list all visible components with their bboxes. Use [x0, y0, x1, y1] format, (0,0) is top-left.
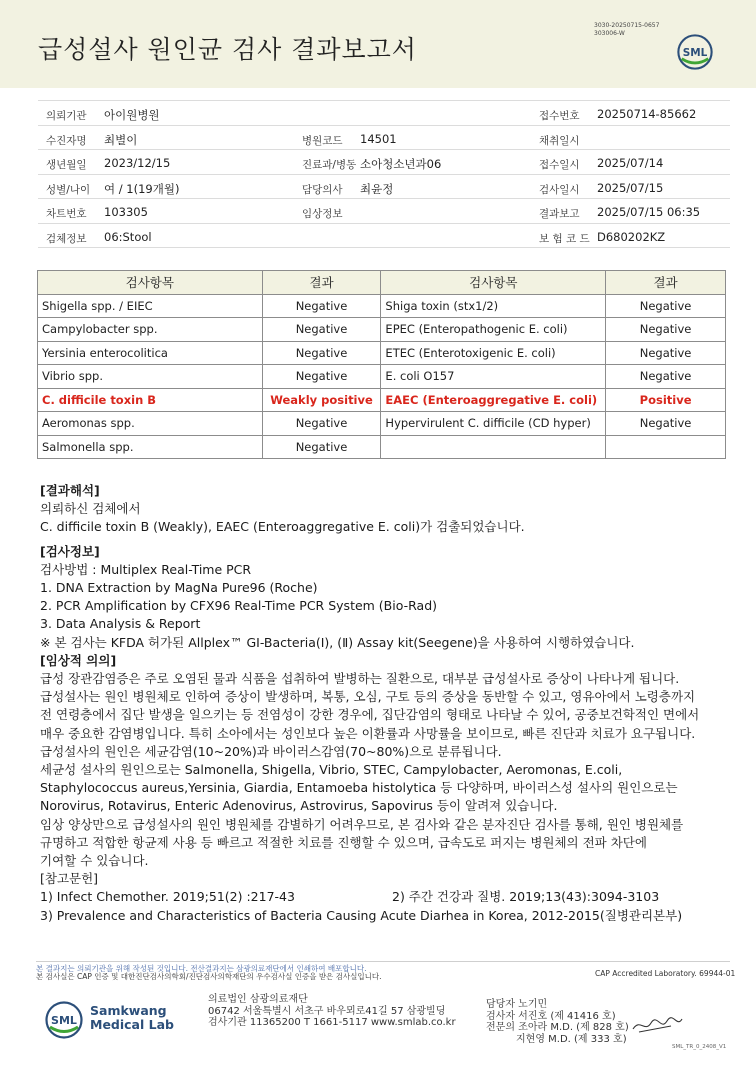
table-row	[38, 294, 726, 318]
column-header: 결과	[262, 271, 381, 295]
test-result: Negative	[606, 318, 726, 342]
specimen: 06:Stool	[104, 229, 152, 244]
sex-age: 여 / 1(19개월)	[104, 181, 180, 196]
collection-date-label: 채취일시	[539, 134, 580, 147]
requesting-institution-label: 의뢰기관	[46, 110, 87, 122]
table-row	[38, 365, 726, 389]
clinical-line: Norovirus, Rotavirus, Enteric Adenovirus, Astrovirus, Sapovirus 등이 알려져 있습니다.	[40, 798, 558, 814]
sml-logo-text: SML	[682, 46, 708, 59]
footer-certification-note: 본 검사실은 CAP 인증 및 대한진단검사의학회/진단검사의학재단의 우수검사실 인증을 받은 검사실입니다.	[36, 972, 382, 981]
test-result: Negative	[606, 412, 726, 436]
staff-line: 담당자 노기민	[486, 999, 548, 1010]
clinical-line: 임상 양상만으로 급성설사의 원인 병원체를 감별하기 어려우므로, 본 검사와 같은 분자진단 검사를 통해, 원인 병원체를	[40, 816, 684, 832]
receipt-no-label: 접수번호	[539, 110, 580, 122]
clinical-line: 급성설사는 원인 병원체로 인하여 증상이 발생하며, 복통, 오심, 구토 등의 증상을 동반할 수 있고, 영유아에서 노령층까지	[40, 689, 696, 705]
test-item: EPEC (Enteropathogenic E. coli)	[381, 318, 606, 342]
interpretation-line: C. difficile toxin B (Weakly), EAEC (Enteroaggregative E. coli)가 검출되었습니다.	[40, 519, 525, 535]
test-result: Negative	[606, 294, 726, 318]
test-method: 검사방법 : Multiplex Real-Time PCR	[40, 561, 252, 577]
reference: 2) 주간 건강과 질병. 2019;13(43):3094-3103	[392, 889, 660, 905]
address-line: 의료법인 삼광의료재단	[208, 994, 308, 1005]
clinical-line: 기여할 수 있습니다.	[40, 853, 149, 869]
footer-staff	[486, 999, 629, 1045]
results-header-row	[38, 271, 726, 295]
staff-line: 검사자 서진호 (제 41416 호)	[486, 1010, 616, 1022]
test-result	[606, 435, 726, 459]
brand-line: Medical Lab	[90, 1017, 174, 1032]
test-note: ※ 본 검사는 KFDA 허가된 Allplex™ GI-Bacteria(Ⅰ), (Ⅱ) Assay kit(Seegene)을 사용하여 시행하였습니다.	[40, 634, 635, 650]
dept-label: 진료과/병동	[302, 159, 357, 171]
test-date-label: 검사일시	[539, 183, 580, 196]
test-result: Weakly positive	[262, 388, 381, 412]
clinical-line: 급성설사의 원인은 세균감염(10~20%)과 바이러스감염(70~80%)으로 분류됩니다.	[40, 743, 502, 759]
document-number: SML_TR_0_2408_V1	[672, 1044, 727, 1050]
test-step: 2. PCR Amplification by CFX96 Real-Time PCR System (Bio-Rad)	[40, 598, 438, 614]
test-result: Negative	[262, 365, 381, 389]
sml-logo-icon	[676, 33, 714, 71]
interpretation-heading: [결과해석]	[40, 483, 100, 498]
reference: 3) Prevalence and Characteristics of Bacteria Causing Acute Diarhea in Korea, 2012-2015(질병관리본부)	[40, 907, 683, 923]
clinical-info-label: 임상정보	[302, 208, 343, 220]
patient-name-label: 수진자명	[46, 134, 87, 147]
doctor: 최윤정	[360, 181, 394, 196]
test-item: Shiga toxin (stx1/2)	[381, 294, 606, 318]
test-result: Negative	[262, 412, 381, 436]
hospital-code: 14501	[360, 131, 397, 146]
patient-name: 최별이	[104, 132, 138, 147]
test-item: Hypervirulent C. difficile (CD hyper)	[381, 412, 606, 436]
column-header: 검사항목	[381, 271, 606, 295]
birth-date: 2023/12/15	[104, 156, 171, 170]
footer-brand	[90, 1004, 174, 1032]
staff-line: 전문의 조아라 M.D. (제 828 호)	[486, 1022, 629, 1033]
insurance-code-label: 보 험 코 드	[539, 232, 590, 245]
reference-row	[40, 888, 730, 906]
receipt-date-label: 접수일시	[539, 159, 580, 171]
test-info-heading: [검사정보]	[40, 543, 100, 559]
test-result: Negative	[606, 341, 726, 365]
reference: 1) Infect Chemother. 2019;51(2) :217-43	[40, 889, 295, 905]
footer-note: 본 결과지는 의뢰기관을 위해 작성된 것입니다. 전산결과지는 삼광의료재단에서 인쇄하여 배포합니다.	[36, 964, 367, 973]
specimen-label: 검체정보	[46, 232, 87, 245]
clinical-line: 규명하고 적합한 항균제 사용 등 빠르고 적절한 치료를 진행할 수 있으며, 급속도로 퍼지는 병원체의 전파 차단에	[40, 834, 647, 850]
column-header: 검사항목	[38, 271, 263, 295]
table-row	[38, 435, 726, 459]
test-step: 1. DNA Extraction by MagNa Pure96 (Roche)	[40, 580, 318, 596]
clinical-line: 세균성 설사의 원인으로는 Salmonella, Shigella, Vibrio, STEC, Campylobacter, Aeromonas, E.coli,	[40, 762, 623, 778]
page-title: 급성설사 원인균 검사 결과보고서	[38, 35, 417, 64]
test-item	[381, 435, 606, 459]
info-row	[38, 175, 730, 200]
sml-footer-logo-text: SML	[51, 1014, 77, 1027]
dept: 소아청소년과06	[360, 157, 442, 171]
interpretation-line: 의뢰하신 검체에서	[40, 501, 141, 517]
receipt-no: 20250714-85662	[597, 107, 697, 121]
test-item: Vibrio spp.	[38, 365, 263, 389]
signature-icon	[630, 1014, 684, 1036]
test-result: Negative	[262, 294, 381, 318]
address-line: 06742 서울특별시 서초구 바우뫼로41길 57 삼광빌딩	[208, 1005, 446, 1017]
table-row	[38, 388, 726, 412]
clinical-line: 전 연령층에서 집단 발생을 일으키는 등 전염성이 강한 경우에, 집단감염의 형태로 나타날 수 있어, 공중보건학적인 면에서	[40, 707, 700, 723]
report-date: 2025/07/15 06:35	[597, 205, 701, 219]
results-table	[37, 270, 726, 459]
test-item: ETEC (Enterotoxigenic E. coli)	[381, 341, 606, 365]
receipt-date: 2025/07/14	[597, 156, 664, 170]
clinical-text	[40, 670, 730, 870]
footer-address	[208, 994, 456, 1029]
requesting-institution: 아이원병원	[104, 108, 160, 122]
column-header: 결과	[606, 271, 726, 295]
brand-line: Samkwang	[90, 1003, 167, 1018]
insurance-code: D680202KZ	[597, 229, 666, 244]
info-row	[38, 199, 730, 224]
info-row	[38, 150, 730, 175]
test-result: Positive	[606, 388, 726, 412]
clinical-heading: [임상적 의의]	[40, 652, 117, 668]
test-item: Shigella spp. / EIEC	[38, 294, 263, 318]
test-result: Negative	[262, 341, 381, 365]
chart-no-label: 차트번호	[46, 208, 87, 220]
test-result: Negative	[262, 318, 381, 342]
footer-divider	[36, 961, 730, 962]
table-row	[38, 318, 726, 342]
test-item: Campylobacter spp.	[38, 318, 263, 342]
info-row	[38, 126, 730, 151]
test-date: 2025/07/15	[597, 180, 664, 195]
doctor-label: 담당의사	[302, 183, 343, 196]
references-heading: [참고문헌]	[40, 871, 99, 887]
test-item: E. coli O157	[381, 365, 606, 389]
table-row	[38, 412, 726, 436]
address-line: 검사기관 11365200 T 1661-5117 www.smlab.co.kr	[208, 1017, 456, 1028]
info-row	[38, 101, 730, 126]
results-body	[38, 294, 726, 459]
staff-line: 지현영 M.D. (제 333 호)	[516, 1033, 627, 1045]
patient-info	[38, 100, 730, 248]
clinical-line: 매우 중요한 감염병입니다. 특히 소아에서는 성인보다 높은 이환률과 사망률을 보이므로, 빠른 진단과 치료가 요구됩니다.	[40, 725, 696, 741]
document-code: 3030-20250715-0657 303006-W	[594, 22, 660, 37]
test-result: Negative	[262, 435, 381, 459]
test-item: Yersinia enterocolitica	[38, 341, 263, 365]
test-item: C. difficile toxin B	[38, 388, 263, 412]
test-item: Aeromonas spp.	[38, 412, 263, 436]
report-body	[40, 482, 730, 925]
birth-date-label: 생년월일	[46, 159, 87, 171]
test-step: 3. Data Analysis & Report	[40, 616, 201, 632]
cap-accreditation: CAP Accredited Laboratory. 69944-01	[595, 969, 736, 978]
table-row	[38, 341, 726, 365]
clinical-line: 급성 장관감염증은 주로 오염된 물과 식품을 섭취하여 발병하는 질환으로, 대부분 급성설사로 증상이 나타나게 됩니다.	[40, 671, 680, 687]
clinical-line: Staphylococcus aureus,Yersinia, Giardia, Entamoeba histolytica 등 다양하며, 바이러스성 설사의 원인으로는	[40, 780, 678, 796]
hospital-code-label: 병원코드	[302, 134, 343, 147]
sml-footer-logo-icon	[44, 1000, 84, 1040]
chart-no: 103305	[104, 205, 148, 219]
info-row	[38, 224, 730, 249]
test-result: Negative	[606, 365, 726, 389]
test-item: EAEC (Enteroaggregative E. coli)	[381, 388, 606, 412]
report-date-label: 결과보고	[539, 208, 580, 220]
test-item: Salmonella spp.	[38, 435, 263, 459]
sex-age-label: 성별/나이	[46, 183, 91, 196]
